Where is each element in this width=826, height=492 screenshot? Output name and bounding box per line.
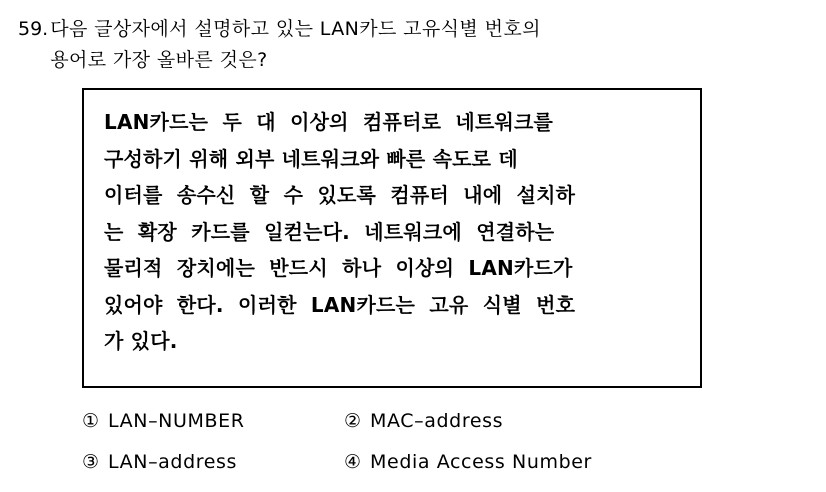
passage-box [82,88,702,388]
passage-line-4: 는 확장 카드를 일컫는다. 네트워크에 연결하는 [104,219,555,244]
passage-line-7: 가 있다. [104,329,178,353]
choice-row-1 [82,406,782,447]
choice-1-label: LAN–NUMBER [108,410,245,432]
passage-line-6: 있어야 한다. 이러한 LAN카드는 고유 식별 번호 [104,292,576,317]
choice-option-4[interactable] [344,447,592,477]
answer-choices [82,406,782,488]
choice-2-label: MAC–address [370,410,504,432]
passage-line-3: 이터를 송수신 할 수 있도록 컴퓨터 내에 설치하 [104,183,576,207]
passage-text [84,90,700,360]
passage-line-2: 구성하기 위해 외부 네트워크와 빠른 속도로 데 [104,146,518,171]
question-text [48,14,541,76]
choice-3-label: LAN–address [108,451,238,473]
choice-4-label: Media Access Number [370,451,592,473]
circled-number-4-icon: ④ [344,451,362,473]
choice-row-2 [82,447,782,488]
passage-line-1: LAN카드는 두 대 이상의 컴퓨터로 네트워크를 [104,110,554,134]
passage-line-5: 물리적 장치에는 반드시 하나 이상의 LAN카드가 [104,256,573,280]
circled-number-3-icon: ③ [82,451,100,473]
question-text-line-2: 용어로 가장 올바른 것은? [50,49,268,71]
choice-option-1[interactable] [82,406,344,436]
choice-option-2[interactable] [344,406,503,436]
circled-number-1-icon: ① [82,410,100,432]
question-text-line-1: 다음 글상자에서 설명하고 있는 LAN카드 고유식별 번호의 [50,18,541,40]
choice-option-3[interactable] [82,447,344,477]
circled-number-2-icon: ② [344,410,362,432]
question-stem [18,14,808,76]
question-number: 59. [18,18,49,40]
